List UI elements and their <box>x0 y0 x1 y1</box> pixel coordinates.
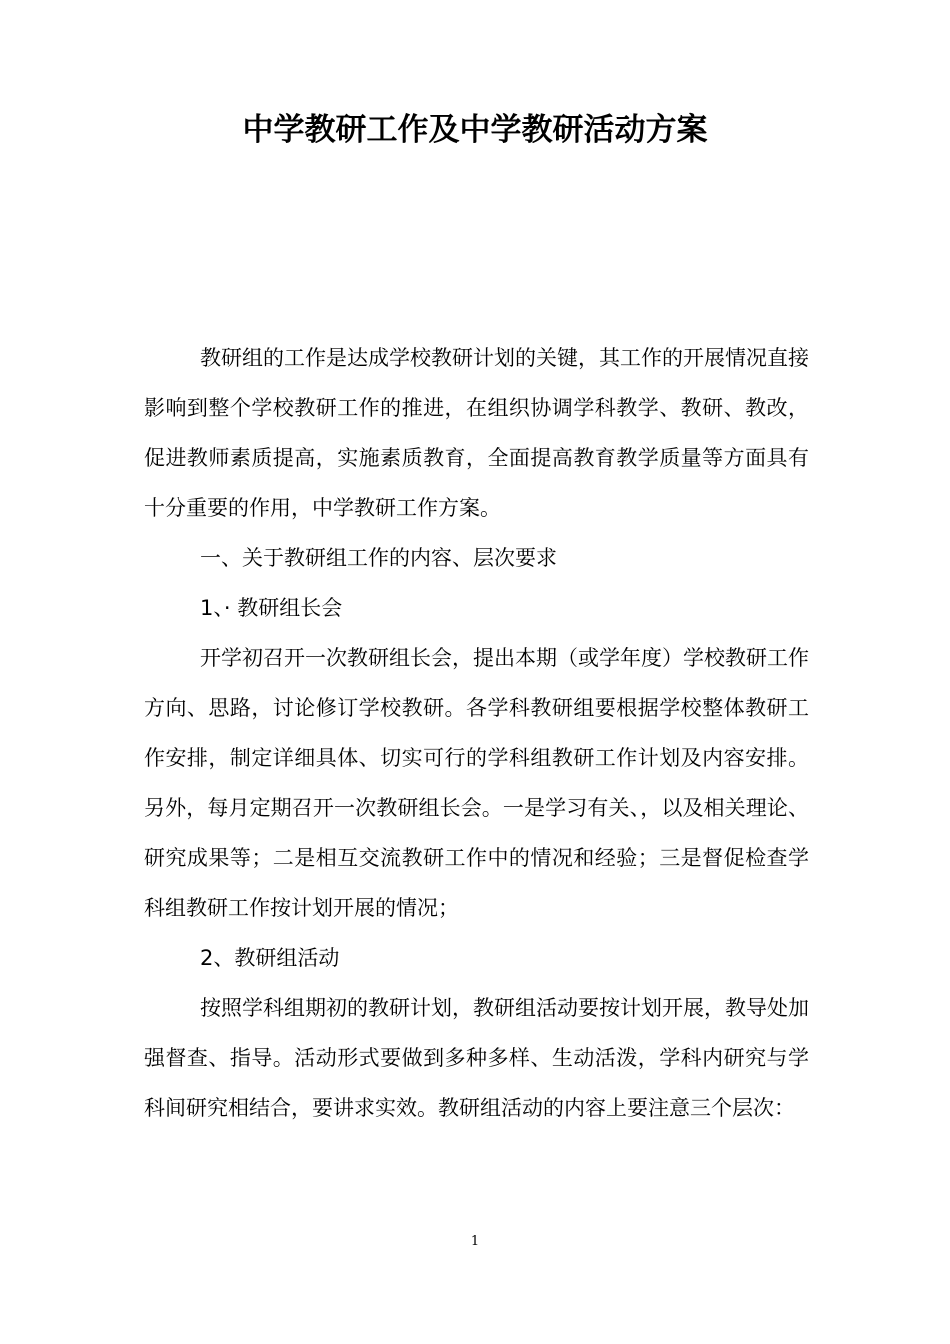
subheading-2: 2、教研组活动 <box>200 946 340 970</box>
document-body <box>144 333 809 1133</box>
paragraph-group-activities: 按照学科组期初的教研计划，教研组活动要按计划开展，教导处加强督查、指导。活动形式要做到多种多样、生动活泼，学科内研究与学科间研究相结合，要讲求实效。教研组活动的内容上要注意三个层次： <box>144 996 809 1120</box>
subheading-1: 1、· 教研组长会 <box>200 596 343 620</box>
page-number: 1 <box>470 1234 480 1249</box>
intro-paragraph: 教研组的工作是达成学校教研计划的关键，其工作的开展情况直接影响到整个学校教研工作的推进，在组织协调学科教学、教研、教改，促进教师素质提高，实施素质教育，全面提高教育教学质量等方面具有十分重要的作用，中学教研工作方案。 <box>144 346 809 520</box>
section-heading-1: 一、关于教研组工作的内容、层次要求 <box>200 546 557 570</box>
document-title: 中学教研工作及中学教研活动方案 <box>242 112 708 148</box>
paragraph-group-leader-meeting: 开学初召开一次教研组长会，提出本期（或学年度）学校教研工作方向、思路，讨论修订学校教研。各学科教研组要根据学校整体教研工作安排，制定详细具体、切实可行的学科组教研工作计划及内容安排。另外，每月定期召开一次教研组长会。一是学习有关、，以及相关理论、研究成果等；二是相互交流教研工作中的情况和经验；三是督促检查学科组教研工作按计划开展的情况； <box>144 646 809 920</box>
